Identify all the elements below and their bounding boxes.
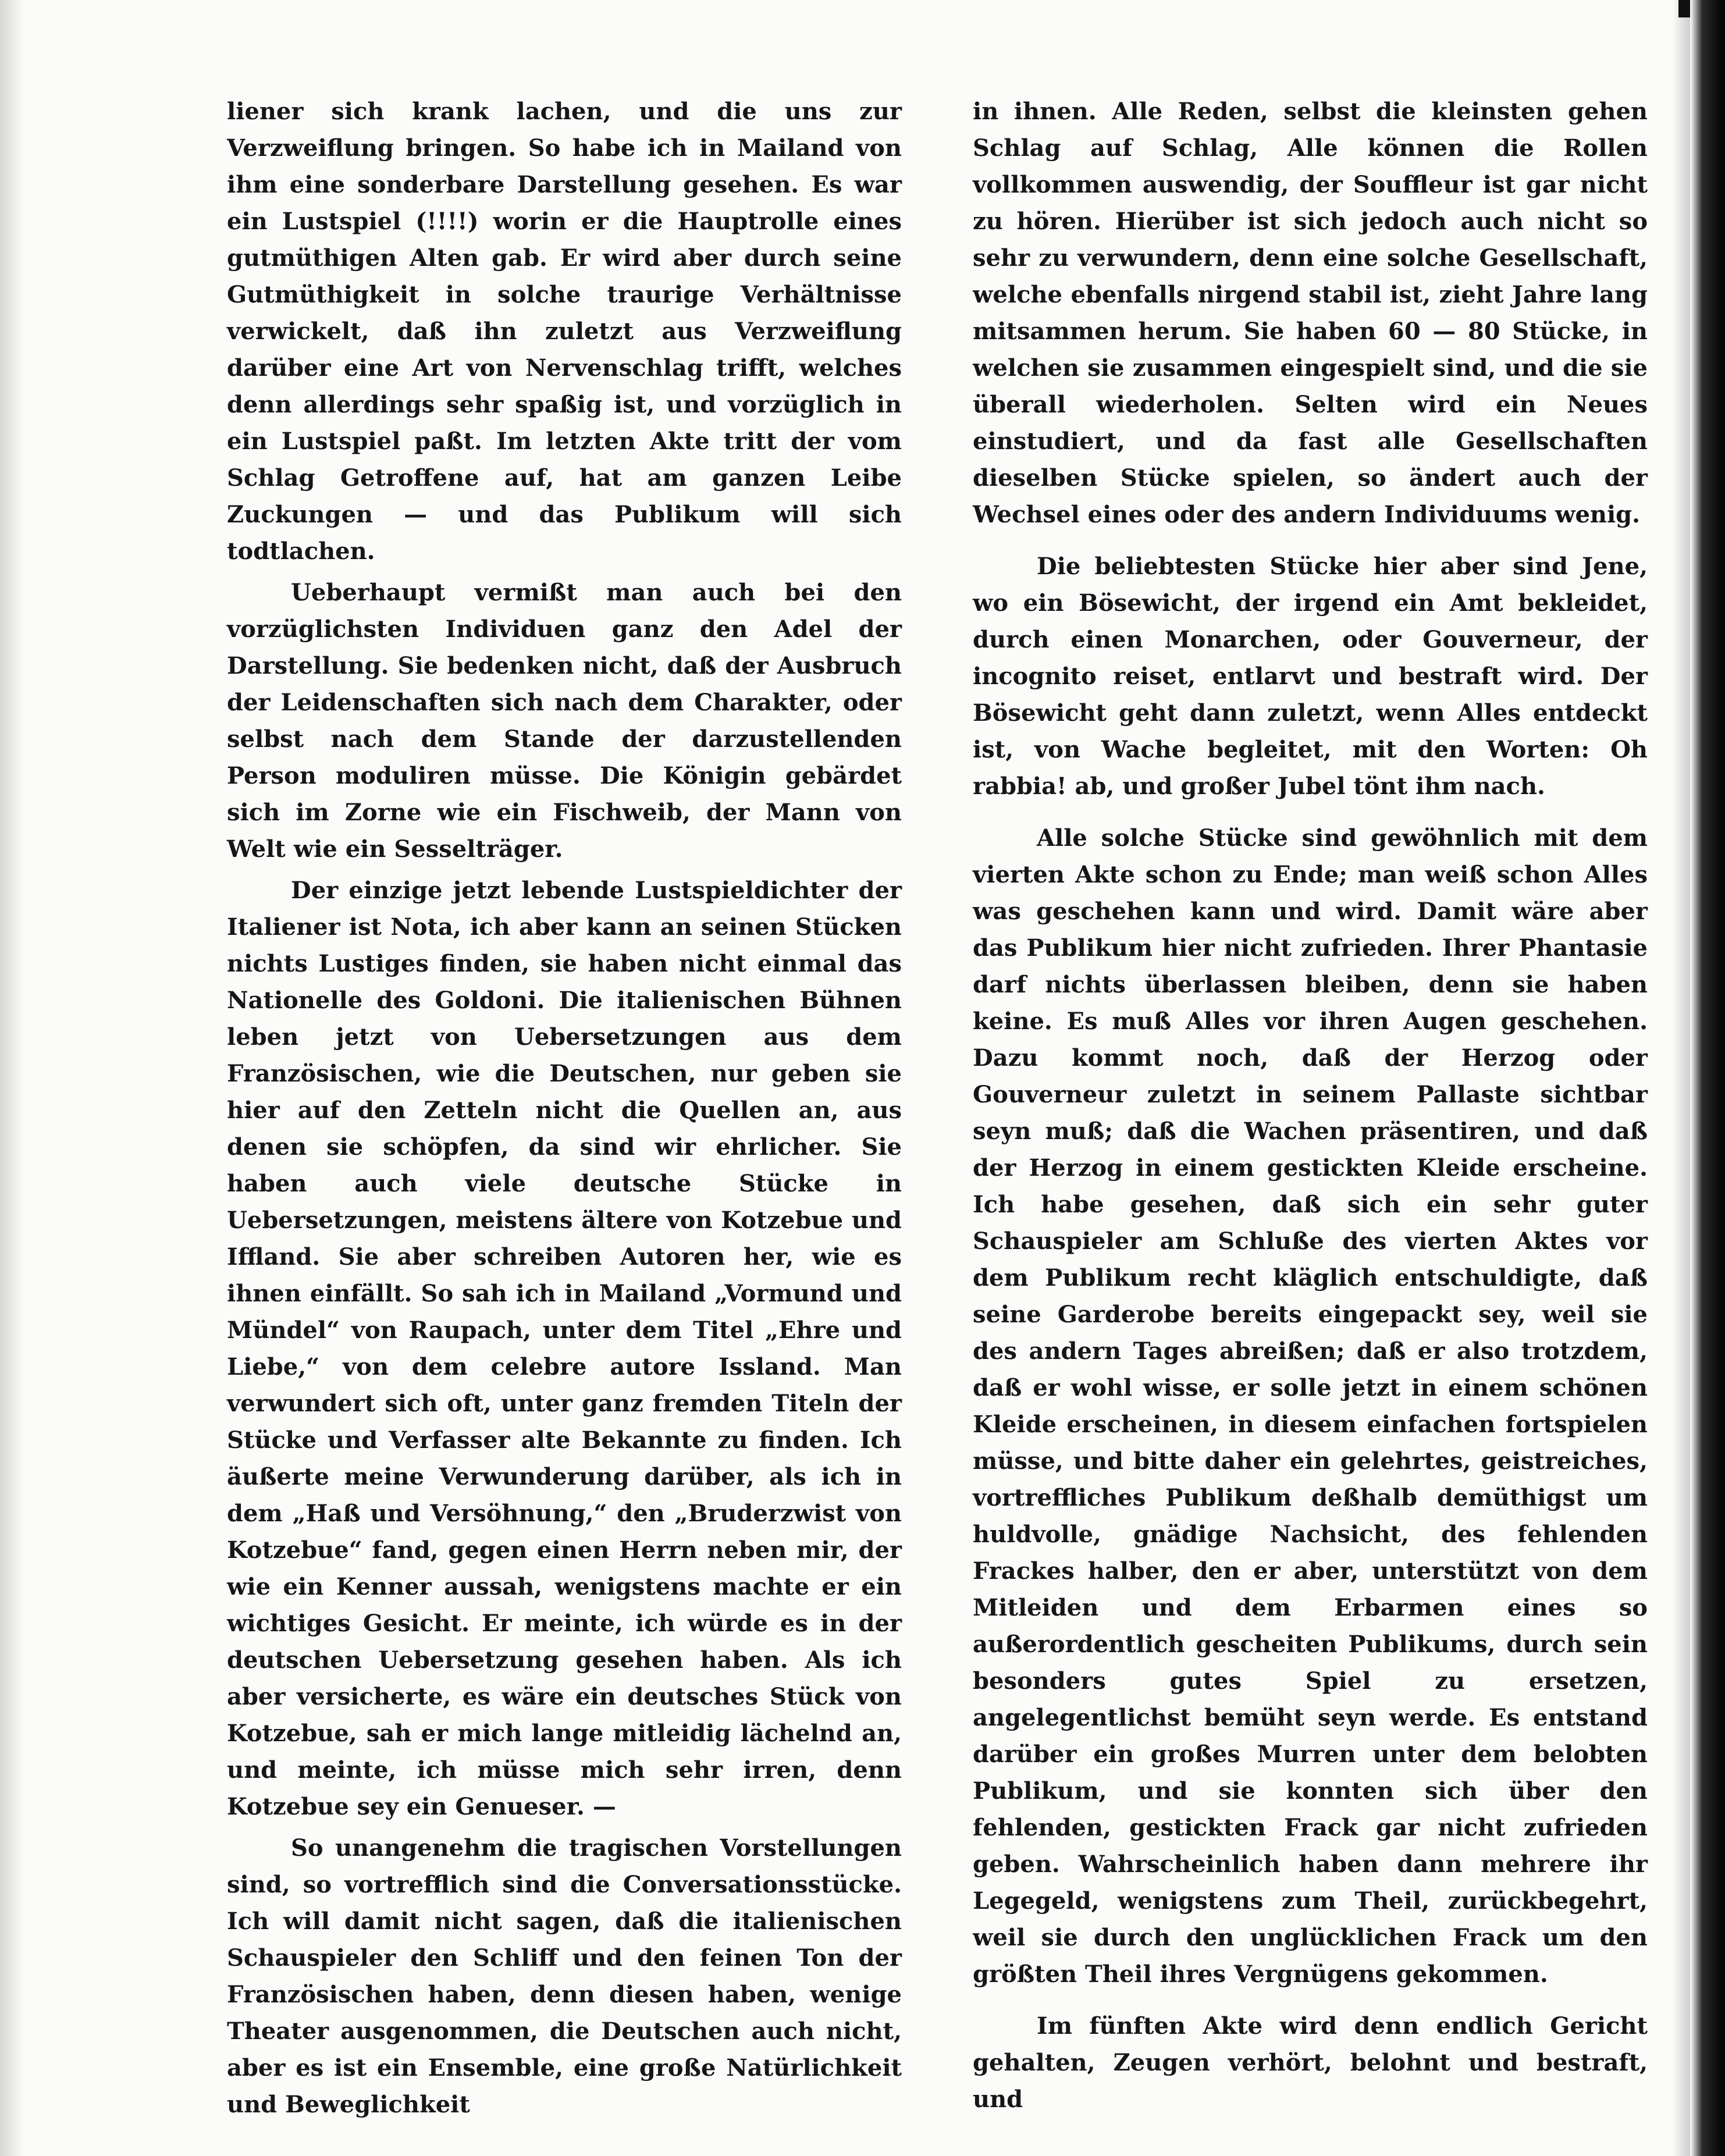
page-edge-dark — [1690, 0, 1725, 2156]
paragraph: Alle solche Stücke sind gewöhnlich mit dem vierten Akte schon zu Ende; man weiß schon Alles was geschehen kann und wird. Damit wäre aber das Publikum hier nicht zufrieden. Ihrer Phantasie darf nichts überlassen bleiben, denn sie haben keine. Es muß Alles vor ihren Augen geschehen. Dazu kommt noch, daß der Herzog oder Gouverneur zuletzt in seinem Pallaste sichtbar seyn muß; daß die Wachen präsentiren, und daß der Herzog in einem gestickten Kleide erscheine. Ich habe gesehen, daß sich ein sehr guter Schauspieler am Schluße des vierten Aktes vor dem Publikum recht kläglich entschuldigte, daß seine Garderobe bereits eingepackt sey, weil sie des andern Tages abreißen; daß er also trotzdem, daß er wohl wisse, er solle jetzt in einem schönen Kleide erscheinen, in diesem einfachen fortspielen müsse, und bitte daher ein gelehrtes, geistreiches, vortreffliches Publikum deßhalb demüthigst um huldvolle, gnädige Nachsicht, des fehlenden Frackes halber, den er aber, unterstützt von dem Mitleiden und dem Erbarmen eines so außerordentlich gescheiten Publikums, durch sein besonders gutes Spiel zu ersetzen, angelegentlichst bemüht seyn werde. Es entstand darüber ein großes Murren unter dem belobten Publikum, und sie konnten sich über den fehlenden, gestickten Frack gar nicht zufrieden geben. Wahrscheinlich haben dann mehrere ihr Legegeld, wenigstens zum Theil, zurückbegehrt, weil sie durch den unglücklichen Frack um den größten Theil ihres Vergnügens gekommen. — [973, 824, 1648, 1988]
paragraph: Die beliebtesten Stücke hier aber sind Jene, wo ein Bösewicht, der irgend ein Amt bekleidet, durch einen Monarchen, oder Gouverneur, der incognito reiset, entlarvt und bestraft wird. Der Bösewicht geht dann zuletzt, wenn Alles entdeckt ist, von Wache begleitet, mit den Worten: Oh rabbia! ab, und großer Jubel tönt ihm nach. — [973, 553, 1648, 800]
left-text-column — [227, 93, 902, 2127]
paragraph: So unangenehm die tragischen Vorstellungen sind, so vortrefflich sind die Conversationsstücke. Ich will damit nicht sagen, daß die italienischen Schauspieler den Schliff und den feinen Ton der Französischen haben, denn diesen haben, wenige Theater ausgenommen, die Deutschen auch nicht, aber es ist ein Ensemble, eine große Natürlichkeit und Beweglichkeit — [227, 1834, 902, 2118]
page-fold-shadow — [1673, 0, 1690, 2156]
paragraph: Im fünften Akte wird denn endlich Gericht gehalten, Zeugen verhört, belohnt und bestraft, und — [973, 2012, 1648, 2113]
right-text-column — [973, 93, 1648, 2122]
page-corner-dark — [1678, 0, 1690, 17]
paragraph: Der einzige jetzt lebende Lustspieldichter der Italiener ist Nota, ich aber kann an seinen Stücken nichts Lustiges finden, sie haben nicht einmal das Nationelle des Goldoni. Die italienischen Bühnen leben jetzt von Uebersetzungen aus dem Französischen, wie die Deutschen, nur geben sie hier auf den Zetteln nicht die Quellen an, aus denen sie schöpfen, da sind wir ehrlicher. Sie haben auch viele deutsche Stücke in Uebersetzungen, meistens ältere von Kotzebue und Iffland. Sie aber schreiben Autoren her, wie es ihnen einfällt. So sah ich in Mailand „Vormund und Mündel“ von Raupach, unter dem Titel „Ehre und Liebe,“ von dem celebre autore Issland. Man verwundert sich oft, unter ganz fremden Titeln der Stücke und Verfasser alte Bekannte zu finden. Ich äußerte meine Verwunderung darüber, als ich in dem „Haß und Versöhnung,“ den „Bruderzwist von Kotzebue“ fand, gegen einen Herrn neben mir, der wie ein Kenner aussah, wenigstens machte er ein wichtiges Gesicht. Er meinte, ich würde es in der deutschen Uebersetzung gesehen haben. Als ich aber versicherte, es wäre ein deutsches Stück von Kotzebue, sah er mich lange mitleidig lächelnd an, und meinte, ich müsse mich sehr irren, denn Kotzebue sey ein Genueser. — — [227, 877, 902, 1820]
paragraph-continuation: liener sich krank lachen, und die uns zur Verzweiflung bringen. So habe ich in Mailand von ihm eine sonderbare Darstellung gesehen. Es war ein Lustspiel (!!!!) worin er die Hauptrolle eines gutmüthigen Alten gab. Er wird aber durch seine Gutmüthigkeit in solche traurige Verhältnisse verwickelt, daß ihn zuletzt aus Verzweiflung darüber eine Art von Nervenschlag trifft, welches denn allerdings sehr spaßig ist, und vorzüglich in ein Lustspiel paßt. Im letzten Akte tritt der vom Schlag Getroffene auf, hat am ganzen Leibe Zuckungen — und das Publikum will sich todtlachen. — [227, 98, 902, 565]
paragraph: Ueberhaupt vermißt man auch bei den vorzüglichsten Individuen ganz den Adel der Darstellung. Sie bedenken nicht, daß der Ausbruch der Leidenschaften sich nach dem Charakter, oder selbst nach dem Stande der darzustellenden Person moduliren müsse. Die Königin gebärdet sich im Zorne wie ein Fischweib, der Mann von Welt wie ein Sesselträger. — [227, 579, 902, 863]
page-binding-shadow — [0, 0, 23, 2156]
paragraph-continuation: in ihnen. Alle Reden, selbst die kleinsten gehen Schlag auf Schlag, Alle können die Rollen vollkommen auswendig, der Souffleur ist gar nicht zu hören. Hierüber ist sich jedoch auch nicht so sehr zu verwundern, denn eine solche Gesellschaft, welche ebenfalls nirgend stabil ist, zieht Jahre lang mitsammen herum. Sie haben 60 — 80 Stücke, in welchen sie zusammen eingespielt sind, und die sie überall wiederholen. Selten wird ein Neues einstudiert, und da fast alle Gesellschaften dieselben Stücke spielen, so ändert auch der Wechsel eines oder des andern Individuums wenig. — [973, 98, 1648, 528]
